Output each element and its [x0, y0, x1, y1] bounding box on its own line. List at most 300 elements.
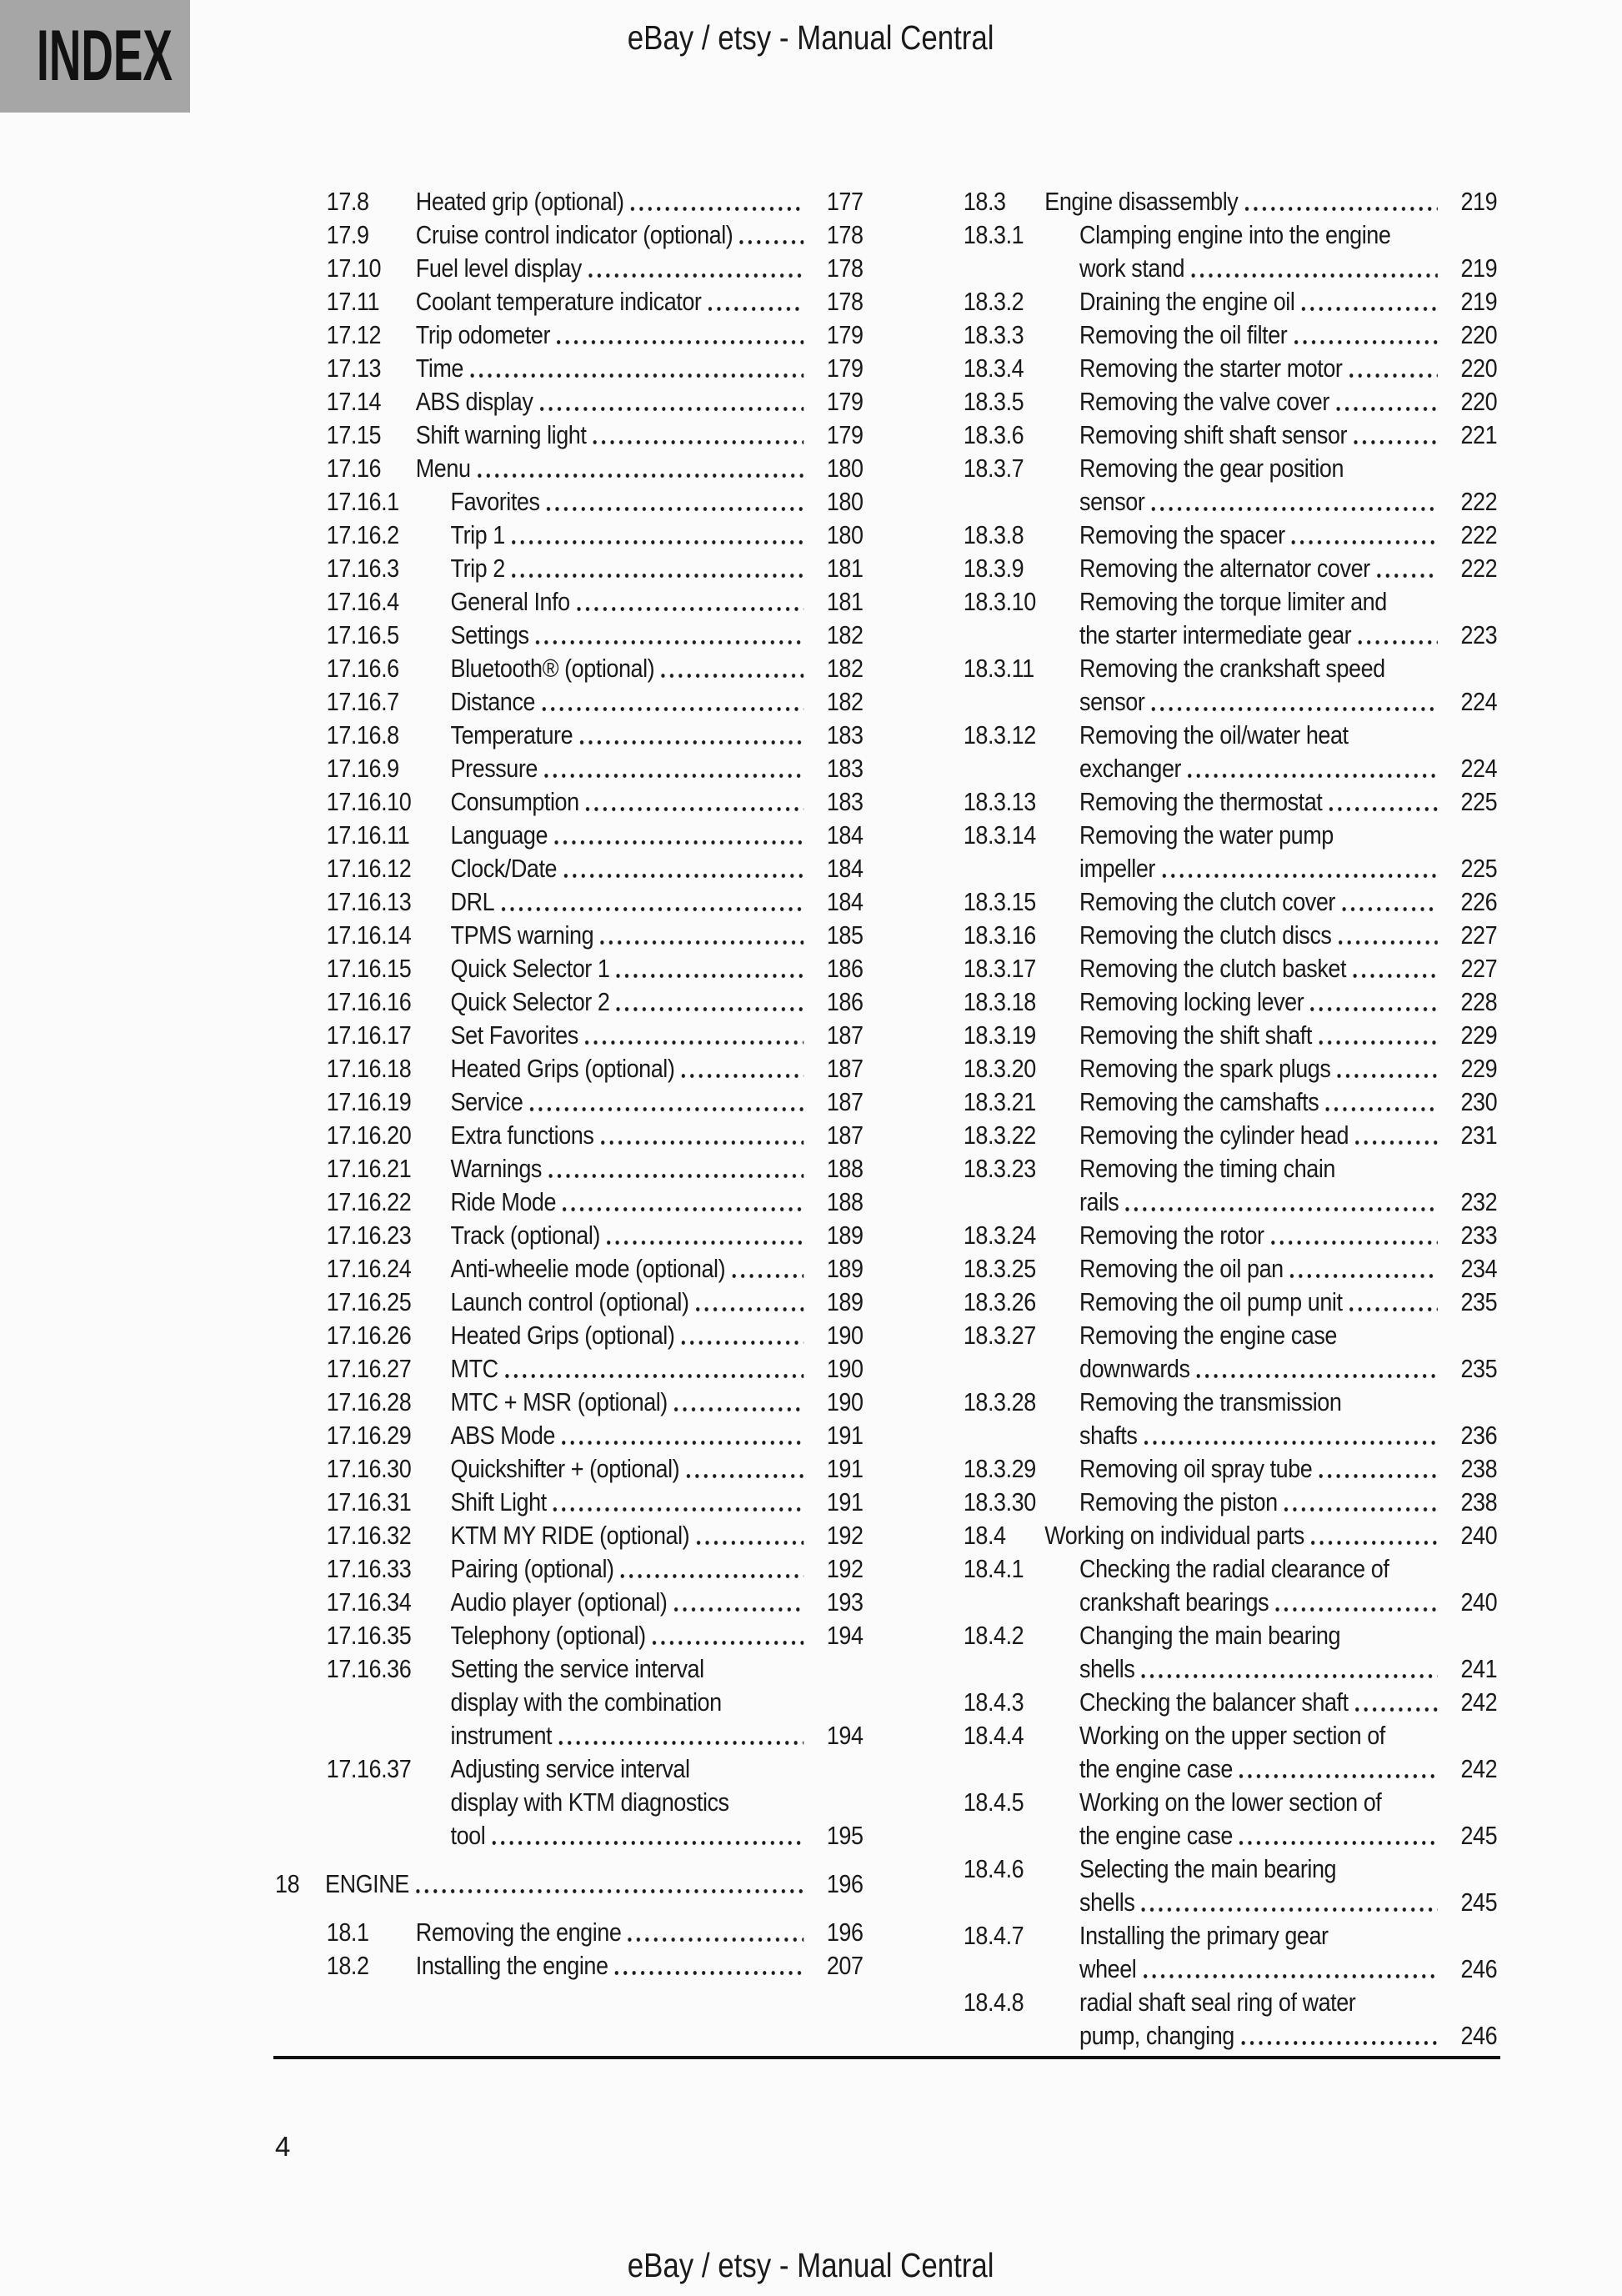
dot-leader: [555, 1719, 804, 1752]
dot-leader: [1334, 1052, 1438, 1085]
toc-entry-page: 225: [1460, 854, 1498, 883]
toc-entry-page: 230: [1460, 1087, 1498, 1116]
toc-entry-page: 184: [826, 854, 864, 883]
toc-entry: [275, 1352, 864, 1386]
toc-entry-number: 17.13: [326, 353, 382, 383]
toc-entry-title: Extra functions: [450, 1120, 594, 1150]
toc-entry: [275, 419, 864, 452]
toc-entry-page: 186: [826, 987, 864, 1016]
toc-entry-page: 182: [826, 654, 864, 683]
toc-entry-number: 17.16.11: [326, 820, 410, 850]
toc-entry-title: Removing the engine: [415, 1918, 622, 1947]
toc-entry-page: 196: [826, 1869, 864, 1898]
dot-leader: [573, 585, 803, 619]
toc-entry-number: 18.3.13: [963, 787, 1036, 816]
toc-entry-page: 189: [826, 1254, 864, 1283]
toc-entry-title: Trip 2: [450, 554, 505, 583]
dot-leader: [549, 1486, 803, 1519]
toc-entry-page: 179: [826, 387, 864, 416]
toc-entry-title: Quick Selector 2: [450, 987, 610, 1016]
toc-entry-page: 179: [826, 420, 864, 449]
toc-entry-title: wheel: [1079, 1954, 1137, 1983]
dot-leader: [473, 452, 803, 485]
toc-entry-page: 236: [1460, 1421, 1498, 1450]
toc-entry: [275, 1619, 864, 1652]
dot-leader: [678, 1052, 803, 1085]
toc-entry-number: 17.16.37: [326, 1754, 412, 1783]
toc-entry-number: 17.16.19: [326, 1087, 412, 1116]
toc-entry: [275, 1219, 864, 1252]
dot-leader: [1286, 1252, 1438, 1286]
dot-leader: [498, 885, 804, 919]
toc-entry-page: 232: [1460, 1187, 1498, 1216]
toc-entry: [957, 885, 1497, 919]
header-running-title: [0, 18, 1622, 58]
dot-leader: [1241, 185, 1438, 218]
toc-entry-title-line: Adjusting service interval: [450, 1754, 690, 1783]
toc-entry-title: Settings: [450, 620, 529, 649]
dot-leader: [532, 619, 803, 652]
toc-entry-number: 17.16.29: [326, 1421, 412, 1450]
toc-entry-page: 189: [826, 1221, 864, 1250]
toc-entry-number: 17.16.16: [326, 987, 412, 1016]
toc-entry-number: 17.16.25: [326, 1287, 412, 1316]
toc-entry-title: Menu: [415, 454, 471, 483]
toc-entry-title-line: Selecting the main bearing: [1079, 1854, 1337, 1883]
dot-leader: [1280, 1486, 1438, 1519]
toc-entry: [957, 1786, 1497, 1852]
header-title-text: eBay / etsy - Manual Central: [628, 18, 994, 57]
toc-entry-title: pump, changing: [1079, 2021, 1234, 2050]
toc-entry-number: 18.3.21: [963, 1087, 1036, 1116]
dot-leader: [611, 1949, 803, 1983]
toc-entry-title-line: Removing the engine case: [1079, 1321, 1337, 1350]
toc-entry: [275, 819, 864, 852]
toc-entry-page: 182: [826, 687, 864, 716]
toc-entry-number: 18.4.5: [963, 1787, 1024, 1817]
dot-leader: [543, 485, 803, 519]
toc-entry-title: Heated Grips (optional): [450, 1321, 675, 1350]
toc-entry-title: Pairing (optional): [450, 1554, 614, 1583]
toc-entry-number: 17.10: [326, 253, 382, 283]
toc-entry: [957, 1486, 1497, 1519]
toc-entry-page: 219: [1460, 253, 1498, 283]
toc-entry: [957, 1319, 1497, 1386]
dot-leader: [508, 519, 803, 552]
dot-leader: [692, 1286, 803, 1319]
toc-entry-title-line: display with the combination: [450, 1687, 722, 1717]
toc-entry-number: 18: [275, 1869, 300, 1898]
toc-entry: [957, 919, 1497, 952]
toc-entry-page: 183: [826, 720, 864, 749]
toc-entry-page: 190: [826, 1387, 864, 1416]
toc-entry-number: 17.16.14: [326, 920, 412, 950]
toc-entry: [275, 585, 864, 619]
toc-entry-page: 245: [1460, 1887, 1498, 1917]
toc-entry-number: 18.4.2: [963, 1621, 1024, 1650]
toc-entry-page: 190: [826, 1321, 864, 1350]
toc-entry: [275, 485, 864, 519]
toc-entry: [275, 619, 864, 652]
toc-entry-title: Removing the clutch cover: [1079, 887, 1335, 916]
toc-entry-title: tool: [450, 1821, 486, 1850]
toc-entry-page: 194: [826, 1721, 864, 1750]
toc-entry: [275, 985, 864, 1019]
toc-entry-title-line: Removing the crankshaft speed: [1079, 654, 1385, 683]
toc-entry: [275, 1152, 864, 1186]
toc-entry-number: 17.16.4: [326, 587, 399, 616]
toc-entry-title: Removing the piston: [1079, 1487, 1278, 1516]
toc-entry-page: 246: [1460, 2021, 1498, 2050]
toc-entry-number: 17.16.18: [326, 1054, 412, 1083]
toc-entry-page: 192: [826, 1521, 864, 1550]
dot-leader: [1148, 485, 1438, 519]
toc-entry-page: 189: [826, 1287, 864, 1316]
toc-entry-title: TPMS warning: [450, 920, 594, 950]
toc-entry-title: Removing the oil pan: [1079, 1254, 1284, 1283]
dot-leader: [560, 852, 804, 885]
toc-entry-number: 18.3.25: [963, 1254, 1036, 1283]
toc-entry-title-line: Removing the oil/water heat: [1079, 720, 1349, 749]
toc-entry-title: Removing the clutch basket: [1079, 954, 1347, 983]
toc-entry-title: Clock/Date: [450, 854, 558, 883]
toc-entry-title: Engine disassembly: [1044, 187, 1239, 216]
toc-entry-title: crankshaft bearings: [1079, 1587, 1269, 1617]
dot-leader: [584, 252, 803, 285]
dot-leader: [624, 1916, 803, 1949]
toc-entry-page: 227: [1460, 920, 1498, 950]
toc-entry-title: sensor: [1079, 687, 1145, 716]
toc-entry-number: 17.8: [326, 187, 369, 216]
toc-entry: [957, 719, 1497, 785]
dot-leader: [1148, 685, 1438, 719]
dot-leader: [648, 1619, 803, 1652]
toc-entry: [957, 285, 1497, 318]
toc-entry: [957, 1986, 1497, 2053]
dot-leader: [728, 1252, 804, 1286]
toc-entry: [957, 519, 1497, 552]
toc-entry-title: General Info: [450, 587, 570, 616]
toc-entry-number: 18.3.20: [963, 1054, 1036, 1083]
toc-entry-number: 17.16.31: [326, 1487, 412, 1516]
toc-entry: [957, 1719, 1497, 1786]
dot-leader: [1351, 1686, 1438, 1719]
toc-entry: [957, 1919, 1497, 1986]
toc-entry-page: 191: [826, 1421, 864, 1450]
toc-entry-page: 240: [1460, 1521, 1498, 1550]
toc-entry-number: 18.2: [326, 1951, 369, 1980]
toc-entry-number: 18.4.4: [963, 1721, 1024, 1750]
toc-entry-page: 242: [1460, 1754, 1498, 1783]
toc-entry-page: 181: [826, 554, 864, 583]
toc-entry-page: 240: [1460, 1587, 1498, 1617]
toc-entry-title: rails: [1079, 1187, 1119, 1216]
toc-entry-page: 225: [1460, 787, 1498, 816]
toc-entry-page: 229: [1460, 1054, 1498, 1083]
toc-entry: [957, 1119, 1497, 1152]
toc-entry-page: 231: [1460, 1120, 1498, 1150]
dot-leader: [597, 1119, 803, 1152]
toc-entry-page: 245: [1460, 1821, 1498, 1850]
toc-entry-number: 17.16.26: [326, 1321, 412, 1350]
toc-entry-page: 180: [826, 487, 864, 516]
toc-entry-page: 179: [826, 320, 864, 349]
toc-entry-number: 17.15: [326, 420, 382, 449]
toc-entry: [957, 1386, 1497, 1452]
toc-entry: [957, 1852, 1497, 1919]
toc-entry-title: Cruise control indicator (optional): [415, 220, 733, 249]
toc-entry-number: 17.16.33: [326, 1554, 412, 1583]
dot-leader: [1345, 1286, 1438, 1319]
toc-entry: [275, 1867, 864, 1901]
toc-entry-number: 18.3: [963, 187, 1006, 216]
toc-entry-title-line: Removing the timing chain: [1079, 1154, 1335, 1183]
dot-leader: [1349, 952, 1438, 985]
toc-entry-title: Heated grip (optional): [415, 187, 624, 216]
toc-entry-title: Trip odometer: [415, 320, 551, 349]
toc-entry-number: 17.16.13: [326, 887, 412, 916]
toc-entry-title: downwards: [1079, 1354, 1190, 1383]
toc-entry-page: 181: [826, 587, 864, 616]
toc-entry-page: 188: [826, 1187, 864, 1216]
toc-entry-page: 183: [826, 787, 864, 816]
toc-entry-title: Removing the spacer: [1079, 520, 1285, 549]
dot-leader: [1267, 1219, 1438, 1252]
toc-entry-number: 17.16.24: [326, 1254, 412, 1283]
toc-entry-number: 17.16.10: [326, 787, 412, 816]
toc-entry-number: 18.3.19: [963, 1020, 1036, 1050]
toc-entry-title: Removing the shift shaft: [1079, 1020, 1312, 1050]
toc-entry-number: 18.3.23: [963, 1154, 1036, 1183]
toc-entry-title: Removing the oil pump unit: [1079, 1287, 1343, 1316]
toc-entry-number: 18.3.1: [963, 220, 1024, 249]
toc-entry-page: 178: [826, 220, 864, 249]
toc-entry-page: 192: [826, 1554, 864, 1583]
toc-entry-title-line: Removing the gear position: [1079, 454, 1344, 483]
toc-entry: [275, 1019, 864, 1052]
toc-entry-title: Working on individual parts: [1044, 1521, 1304, 1550]
toc-entry-page: 187: [826, 1120, 864, 1150]
toc-entry: [275, 1186, 864, 1219]
toc-entry: [957, 1519, 1497, 1552]
toc-entry-number: 18.4.6: [963, 1854, 1024, 1883]
toc-entry: [275, 1916, 864, 1949]
toc-entry-title-line: display with KTM diagnostics: [450, 1787, 729, 1817]
toc-entry-number: 18.3.14: [963, 820, 1036, 850]
toc-entry-number: 17.16.28: [326, 1387, 412, 1416]
dot-leader: [736, 218, 803, 252]
toc-entry-page: 184: [826, 820, 864, 850]
toc-entry-number: 17.14: [326, 387, 382, 416]
toc-entry-title-line: Checking the radial clearance of: [1079, 1554, 1389, 1583]
toc-entry-page: 220: [1460, 387, 1498, 416]
toc-entry-title: Checking the balancer shaft: [1079, 1687, 1349, 1717]
dot-leader: [1322, 1085, 1438, 1119]
toc-entry-page: 178: [826, 253, 864, 283]
dot-leader: [683, 1452, 804, 1486]
toc-entry: [275, 1052, 864, 1085]
toc-entry-page: 186: [826, 954, 864, 983]
toc-entry-page: 180: [826, 454, 864, 483]
toc-entry-number: 18.1: [326, 1918, 369, 1947]
toc-entry: [275, 1552, 864, 1586]
toc-entry-number: 17.16.17: [326, 1020, 412, 1050]
toc-entry-number: 17.16: [326, 454, 382, 483]
toc-entry-title: Bluetooth® (optional): [450, 654, 655, 683]
dot-leader: [603, 1219, 803, 1252]
toc-entry-title-line: Removing the torque limiter and: [1079, 587, 1387, 616]
toc-entry-number: 18.3.4: [963, 353, 1024, 383]
toc-entry-title-line: Removing the transmission: [1079, 1387, 1342, 1416]
toc-entry-page: 196: [826, 1918, 864, 1947]
toc-entry-title: Removing the rotor: [1079, 1221, 1264, 1250]
toc-entry-title: shafts: [1079, 1421, 1138, 1450]
toc-entry-title: Favorites: [450, 487, 540, 516]
toc-entry-page: 221: [1460, 420, 1498, 449]
toc-entry: [275, 552, 864, 585]
toc-entry: [275, 1519, 864, 1552]
toc-entry-page: 179: [826, 353, 864, 383]
toc-entry: [275, 1486, 864, 1519]
toc-entry-page: 193: [826, 1587, 864, 1617]
toc-entry: [957, 385, 1497, 419]
toc-entry-number: 18.3.9: [963, 554, 1024, 583]
toc-entry-title: Anti-wheelie mode (optional): [450, 1254, 726, 1283]
dot-leader: [544, 1152, 803, 1186]
toc-entry-page: 188: [826, 1154, 864, 1183]
toc-entry-title: Warnings: [450, 1154, 542, 1183]
toc-entry: [275, 385, 864, 419]
toc-entry-title: Draining the engine oil: [1079, 287, 1295, 316]
dot-leader: [501, 1352, 803, 1386]
toc-entry: [275, 1419, 864, 1452]
toc-entry-number: 17.16.20: [326, 1120, 412, 1150]
toc-entry-title: sensor: [1079, 487, 1145, 516]
dot-leader: [658, 652, 804, 685]
toc-entry-title: shells: [1079, 1654, 1135, 1683]
toc-entry: [275, 1949, 864, 1983]
dot-leader: [1350, 419, 1438, 452]
toc-entry: [957, 1219, 1497, 1252]
toc-entry-title: ABS Mode: [450, 1421, 555, 1450]
toc-entry-page: 187: [826, 1054, 864, 1083]
toc-entry-title: the starter intermediate gear: [1079, 620, 1352, 649]
toc-entry-title: MTC + MSR (optional): [450, 1387, 668, 1416]
toc-entry-number: 17.16.34: [326, 1587, 412, 1617]
toc-entry-title: Service: [450, 1087, 523, 1116]
toc-entry-number: 18.3.26: [963, 1287, 1036, 1316]
toc-entry-title: Shift warning light: [415, 420, 587, 449]
toc-entry: [275, 685, 864, 719]
toc-entry: [275, 352, 864, 385]
toc-entry-page: 187: [826, 1020, 864, 1050]
toc-entry: [957, 1152, 1497, 1219]
toc-entry-page: 235: [1460, 1287, 1498, 1316]
toc-entry-title: Launch control (optional): [450, 1287, 689, 1316]
dot-leader: [540, 752, 803, 785]
toc-entry-number: 18.3.3: [963, 320, 1024, 349]
toc-entry-title-line: radial shaft seal ring of water: [1079, 1988, 1356, 2017]
toc-entry: [275, 218, 864, 252]
toc-entry-page: 178: [826, 287, 864, 316]
toc-entry: [275, 752, 864, 785]
toc-entry-title: Installing the engine: [415, 1951, 608, 1980]
toc-entry: [275, 1119, 864, 1152]
dot-leader: [1314, 1019, 1437, 1052]
toc-entry-title: MTC: [450, 1354, 498, 1383]
toc-entry: [275, 952, 864, 985]
toc-entry-page: 241: [1460, 1654, 1498, 1683]
toc-entry-number: 17.16.5: [326, 620, 399, 649]
toc-entry-page: 227: [1460, 954, 1498, 983]
toc-column-left: [275, 185, 864, 1983]
toc-entry-number: 18.3.28: [963, 1387, 1036, 1416]
toc-entry-number: 17.16.35: [326, 1621, 412, 1650]
toc-entry-number: 18.3.6: [963, 420, 1024, 449]
toc-entry-page: 235: [1460, 1354, 1498, 1383]
toc-entry-title: Trip 1: [450, 520, 505, 549]
toc-entry-number: 18.4.1: [963, 1554, 1024, 1583]
toc-entry-page: 223: [1460, 620, 1498, 649]
toc-entry-number: 18.3.7: [963, 454, 1024, 483]
toc-entry-number: 18.3.24: [963, 1221, 1036, 1250]
toc-entry-title: Telephony (optional): [450, 1621, 646, 1650]
dot-leader: [1352, 1119, 1438, 1152]
dot-leader: [1298, 285, 1438, 318]
toc-entry: [957, 1019, 1497, 1052]
toc-entry: [275, 652, 864, 685]
toc-entry-number: 18.3.27: [963, 1321, 1036, 1350]
toc-entry-number: 17.16.22: [326, 1187, 412, 1216]
dot-leader: [1188, 252, 1438, 285]
dot-leader: [613, 985, 803, 1019]
toc-entry-page: 187: [826, 1087, 864, 1116]
toc-entry: [275, 318, 864, 352]
toc-entry-page: 220: [1460, 353, 1498, 383]
toc-entry-title: Consumption: [450, 787, 579, 816]
dot-leader: [553, 318, 803, 352]
toc-entry-page: 228: [1460, 987, 1498, 1016]
dot-leader: [558, 1419, 803, 1452]
toc-entry-number: 18.4: [963, 1521, 1006, 1550]
toc-entry-title: Removing the alternator cover: [1079, 554, 1370, 583]
toc-entry-page: 184: [826, 887, 864, 916]
toc-entry-title: Removing the clutch discs: [1079, 920, 1332, 950]
footer-running-title: [0, 2246, 1622, 2285]
toc-entry-title-line: Working on the upper section of: [1079, 1721, 1385, 1750]
dot-leader: [617, 1552, 803, 1586]
toc-entry: [957, 985, 1497, 1019]
dot-leader: [1122, 1186, 1438, 1219]
toc-entry-number: 18.3.12: [963, 720, 1036, 749]
toc-entry-page: 195: [826, 1821, 864, 1850]
dot-leader: [589, 419, 803, 452]
toc-entry: [957, 652, 1497, 719]
toc-entry-title: Fuel level display: [415, 253, 582, 283]
toc-entry: [957, 952, 1497, 985]
toc-entry-number: 18.3.30: [963, 1487, 1036, 1516]
dot-leader: [1272, 1586, 1438, 1619]
toc-entry-number: 17.16.32: [326, 1521, 412, 1550]
toc-entry-number: 17.11: [326, 287, 380, 316]
toc-entry-page: 219: [1460, 187, 1498, 216]
dot-leader: [559, 1186, 804, 1219]
toc-entry-title: Removing shift shaft sensor: [1079, 420, 1348, 449]
toc-entry: [957, 785, 1497, 819]
dot-leader: [670, 1386, 803, 1419]
toc-entry: [275, 1085, 864, 1119]
toc-entry-page: 190: [826, 1354, 864, 1383]
